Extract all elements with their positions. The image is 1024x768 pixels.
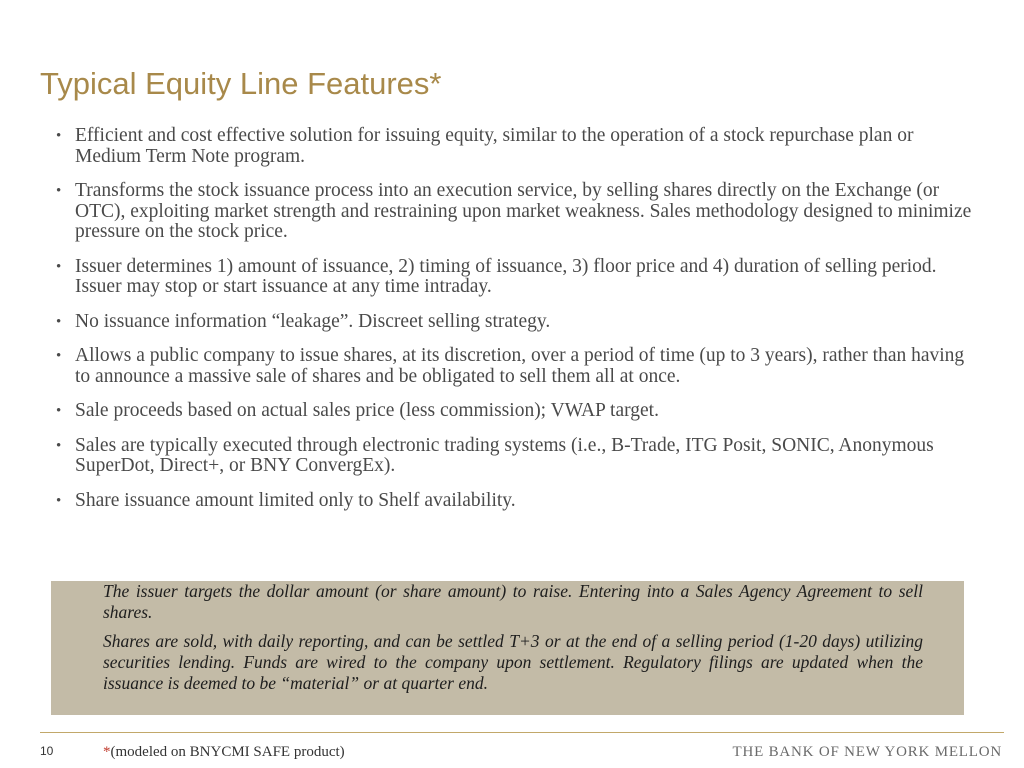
bullet-item	[56, 491, 981, 512]
bullet-item	[56, 401, 981, 422]
bullet-item	[56, 257, 981, 298]
bullet-icon: •	[56, 492, 62, 509]
footnote	[103, 744, 345, 761]
bullet-item	[56, 126, 981, 167]
page-number: 10	[40, 744, 54, 758]
bullet-item	[56, 346, 981, 387]
bullet-item	[56, 436, 981, 477]
bullet-list	[56, 126, 981, 525]
callout-paragraph-1: The issuer targets the dollar amount (or share amount) to raise. Entering into a Sales Agency Agreement to sell shares.	[103, 581, 923, 622]
bullet-text: Transforms the stock issuance process into an execution service, by selling shares directly on the Exchange (or OTC), exploiting market strength and restraining upon market weakness. Sales methodology designed to minimize pressure on the stock price.	[75, 180, 972, 242]
bullet-text: Allows a public company to issue shares, at its discretion, over a period of time (up to 3 years), rather than having to announce a massive sale of shares and be obligated to sell them all at once.	[75, 345, 965, 387]
bullet-icon: •	[56, 128, 62, 144]
bullet-icon: •	[56, 348, 62, 364]
callout-box	[51, 581, 964, 715]
footnote-marker: *	[103, 744, 111, 760]
bullet-text: Sale proceeds based on actual sales price (less commission); VWAP target.	[75, 400, 659, 421]
bullet-item	[56, 181, 981, 243]
bullet-text: Share issuance amount limited only to Shelf availability.	[75, 489, 516, 511]
footnote-text: (modeled on BNYCMI SAFE product)	[110, 744, 345, 760]
bullet-text: Sales are typically executed through electronic trading systems (i.e., B-Trade, ITG Posit, SONIC, Anonymous SuperDot, Direct+, or BNY ConvergEx).	[75, 434, 934, 476]
bullet-icon: •	[56, 183, 62, 199]
bullet-item	[56, 312, 981, 333]
company-logo: THE BANK OF NEW YORK MELLON	[732, 744, 1002, 760]
bullet-text: Issuer determines 1) amount of issuance, 2) timing of issuance, 3) floor price and 4) duration of selling period. Issuer may stop or start issuance at any time intraday.	[75, 255, 937, 297]
callout-paragraph-2: Shares are sold, with daily reporting, and can be settled T+3 or at the end of a selling period (1-20 days) utilizing securities lending. Funds are wired to the company upon settlement. Regulatory filings are updated when the issuance is deemed to be “material” or at quarter end.	[103, 631, 923, 693]
bullet-icon: •	[56, 258, 62, 275]
slide-title: Typical Equity Line Features*	[40, 66, 442, 101]
bullet-icon: •	[56, 313, 62, 330]
bullet-icon: •	[56, 403, 62, 419]
bullet-text: Efficient and cost effective solution for issuing equity, similar to the operation of a stock repurchase plan or Medium Term Note program.	[75, 125, 914, 167]
footer-divider	[40, 732, 1004, 733]
bullet-icon: •	[56, 437, 62, 454]
bullet-text: No issuance information “leakage”. Discreet selling strategy.	[75, 310, 551, 332]
